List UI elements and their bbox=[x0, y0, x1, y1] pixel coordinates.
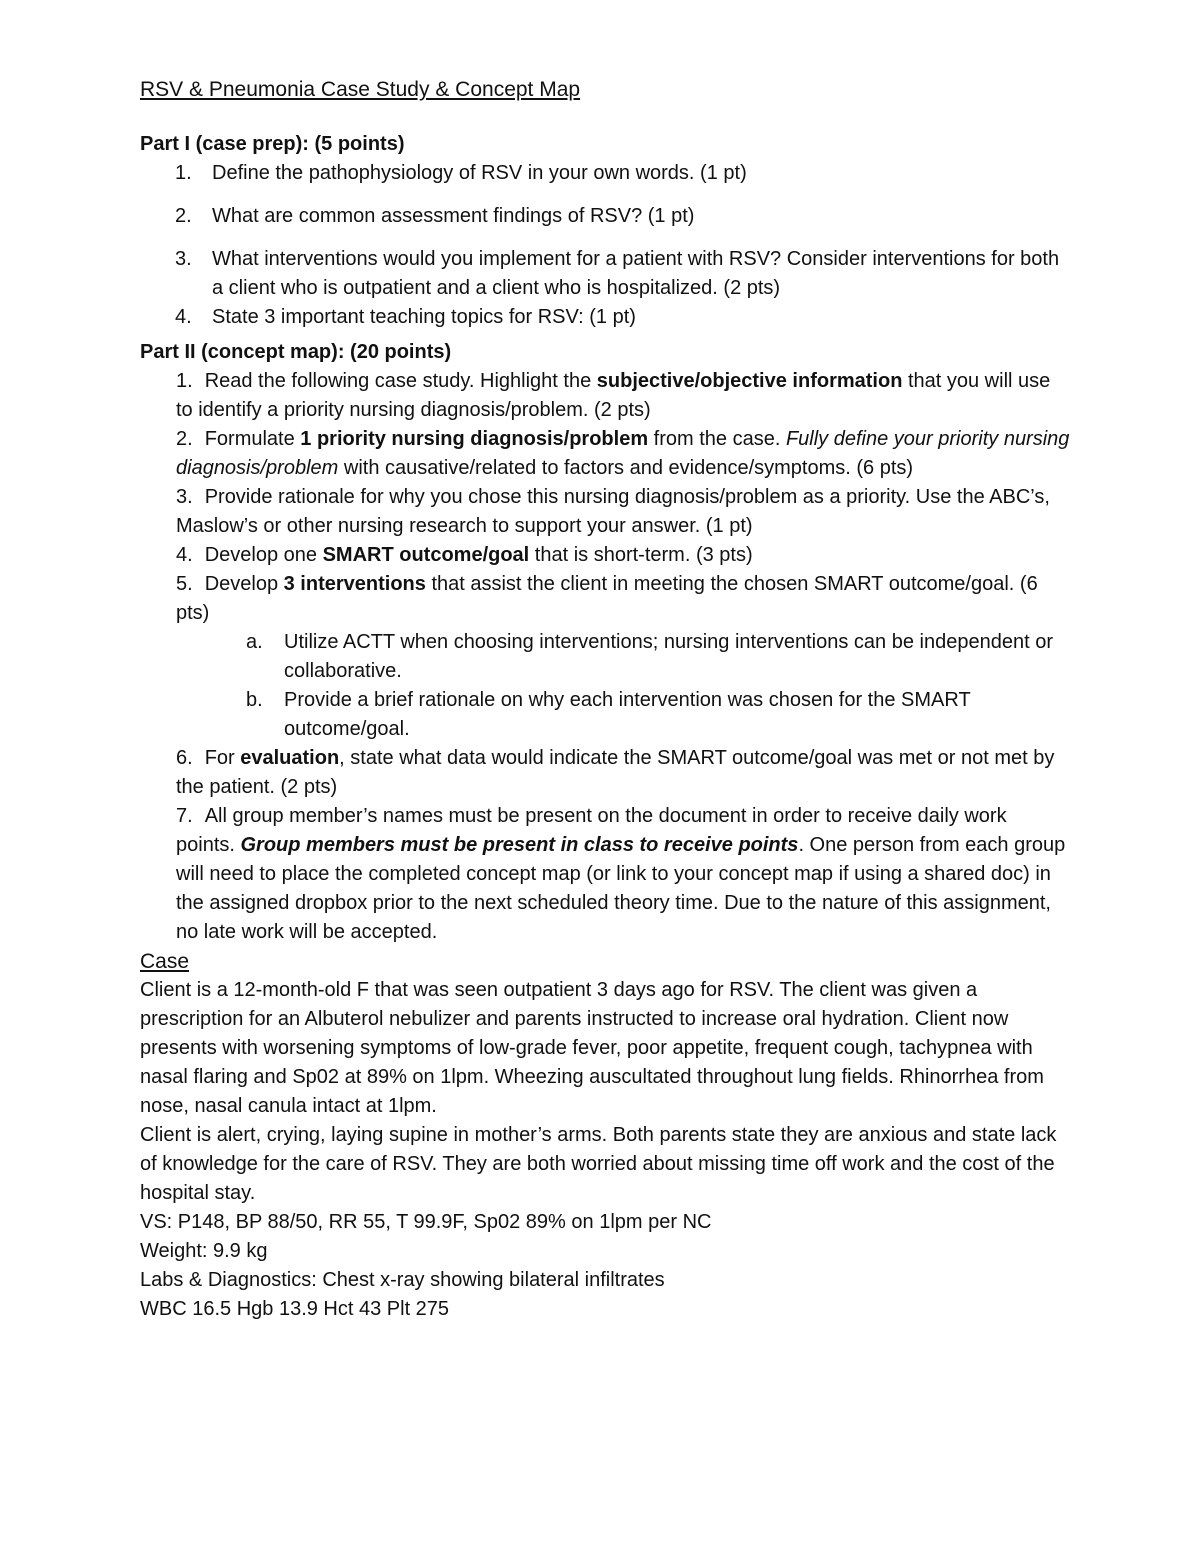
part2-heading: Part II (concept map): (20 points) bbox=[140, 341, 452, 363]
part2-item-emphasis: Group members must be present in class to receive points bbox=[240, 834, 799, 856]
part2-item-emphasis: 1 priority nursing diagnosis/problem bbox=[300, 428, 649, 450]
part2-item-number: 7. bbox=[176, 805, 193, 827]
part2-item-text: with causative/related to factors and evidence/symptoms. (6 pts) bbox=[338, 457, 914, 479]
case-weight: Weight: 9.9 kg bbox=[140, 1240, 268, 1262]
part2-item-emphasis: evaluation bbox=[240, 747, 340, 769]
part2-item-text: from the case. bbox=[648, 428, 786, 450]
case-paragraph-presentation: Client is a 12-month-old F that was seen outpatient 3 days ago for RSV. The client was given a prescription for an Albuterol nebulizer and parents instructed to increase oral hydration. Client now presents with worsening symptoms of low-grade fever, poor appetite, frequent cough, tachypnea with nasal flaring and Sp02 at 89% on 1lpm. Wheezing auscultated throughout lung fields. Rhinorrhea from nose, nasal canula intact at 1lpm. bbox=[140, 979, 1044, 1117]
part2-item-text: that you will use to identify a priority nursing diagnosis/problem. (2 pts) bbox=[176, 370, 1051, 421]
part2-item-emphasis: SMART outcome/goal bbox=[322, 544, 530, 566]
part2-subitem-a bbox=[140, 628, 1070, 686]
case-labs-diagnostics: Labs & Diagnostics: Chest x-ray showing bilateral infiltrates bbox=[140, 1269, 665, 1291]
part1-heading: Part I (case prep): (5 points) bbox=[140, 133, 405, 155]
part2-item-number: 5. bbox=[176, 573, 193, 595]
part2-subitem-text: Utilize ACTT when choosing interventions; nursing interventions can be independent or collaborative. bbox=[284, 631, 1053, 682]
part2-item-7 bbox=[140, 802, 1070, 947]
part2-item-1 bbox=[140, 367, 1070, 425]
part2-item-4 bbox=[140, 541, 1070, 570]
part2-item-number: 6. bbox=[176, 747, 193, 769]
part1-item-3 bbox=[140, 245, 1070, 303]
part2-item-emphasis: subjective/objective information bbox=[596, 370, 903, 392]
part2-subitem-letter: a. bbox=[246, 631, 263, 653]
part1-item-number: 1. bbox=[175, 162, 192, 184]
part2-item-number: 2. bbox=[176, 428, 193, 450]
part1-item-text: What interventions would you implement for a patient with RSV? Consider interventions for both a client who is outpatient and a client who is hospitalized. (2 pts) bbox=[212, 248, 1060, 299]
case-vital-signs: VS: P148, BP 88/50, RR 55, T 99.9F, Sp02 89% on 1lpm per NC bbox=[140, 1211, 712, 1233]
part2-item-2 bbox=[140, 425, 1070, 483]
part2-item-text: that assist the client in meeting the chosen SMART outcome/goal. (6 pts) bbox=[176, 573, 1038, 624]
part1-item-number: 4. bbox=[175, 306, 192, 328]
part1-item-2 bbox=[140, 202, 1070, 231]
part2-item-text: Provide rationale for why you chose this nursing diagnosis/problem as a priority. Use the ABC’s, Maslow’s or other nursing research to support your answer. (1 pt) bbox=[176, 486, 1050, 537]
part2-item-6 bbox=[140, 744, 1070, 802]
part2-item-text: that is short-term. (3 pts) bbox=[529, 544, 753, 566]
part2-item-number: 4. bbox=[176, 544, 193, 566]
part2-item-5 bbox=[140, 570, 1070, 628]
part2-item-number: 1. bbox=[176, 370, 193, 392]
part2-subitem-text: Provide a brief rationale on why each intervention was chosen for the SMART outcome/goal. bbox=[284, 689, 971, 740]
case-heading: Case bbox=[140, 950, 190, 973]
part2-item-emphasis: 3 interventions bbox=[283, 573, 426, 595]
part2-item-text: Develop bbox=[204, 573, 284, 595]
part1-list bbox=[140, 159, 1070, 332]
part1-item-text: What are common assessment findings of RSV? (1 pt) bbox=[212, 205, 695, 227]
part1-item-text: State 3 important teaching topics for RSV: (1 pt) bbox=[212, 306, 636, 328]
part2-subitem-letter: b. bbox=[246, 689, 263, 711]
part2-item-text: For bbox=[204, 747, 241, 769]
part2-item-text: All group member’s names must be present on the document in order to receive daily work points. bbox=[176, 805, 1007, 856]
part2-subitem-b bbox=[140, 686, 1070, 744]
part2-list bbox=[140, 367, 1070, 947]
part2-item-text: Develop one bbox=[204, 544, 323, 566]
part1-item-4 bbox=[140, 303, 1070, 332]
case-paragraph-psychosocial: Client is alert, crying, laying supine in mother’s arms. Both parents state they are anxious and state lack of knowledge for the care of RSV. They are both worried about missing time off work and the cost of the hospital stay. bbox=[140, 1124, 1057, 1204]
part2-item-number: 3. bbox=[176, 486, 193, 508]
part1-item-1 bbox=[140, 159, 1070, 188]
part2-item-3 bbox=[140, 483, 1070, 541]
case-section bbox=[140, 947, 1070, 1324]
part2-item-text: . One person from each group will need to place the completed concept map (or link to your concept map if using a shared doc) in the assigned dropbox prior to the next scheduled theory time. Due to the nature of this assignment, no late work will be accepted. bbox=[176, 834, 1066, 943]
part2-item-text: Formulate bbox=[204, 428, 301, 450]
document-title: RSV & Pneumonia Case Study & Concept Map bbox=[140, 78, 581, 101]
case-cbc-values: WBC 16.5 Hgb 13.9 Hct 43 Plt 275 bbox=[140, 1298, 450, 1320]
part2-item-text: , state what data would indicate the SMART outcome/goal was met or not met by the patient. (2 pts) bbox=[176, 747, 1055, 798]
part1-item-number: 2. bbox=[175, 205, 192, 227]
part2-item-text: Read the following case study. Highlight the bbox=[204, 370, 597, 392]
part2-item-italic: Fully define your priority nursing diagnosis/problem bbox=[176, 428, 1070, 479]
part1-item-text: Define the pathophysiology of RSV in your own words. (1 pt) bbox=[212, 162, 747, 184]
document-content bbox=[140, 75, 1070, 1324]
part1-item-number: 3. bbox=[175, 248, 192, 270]
